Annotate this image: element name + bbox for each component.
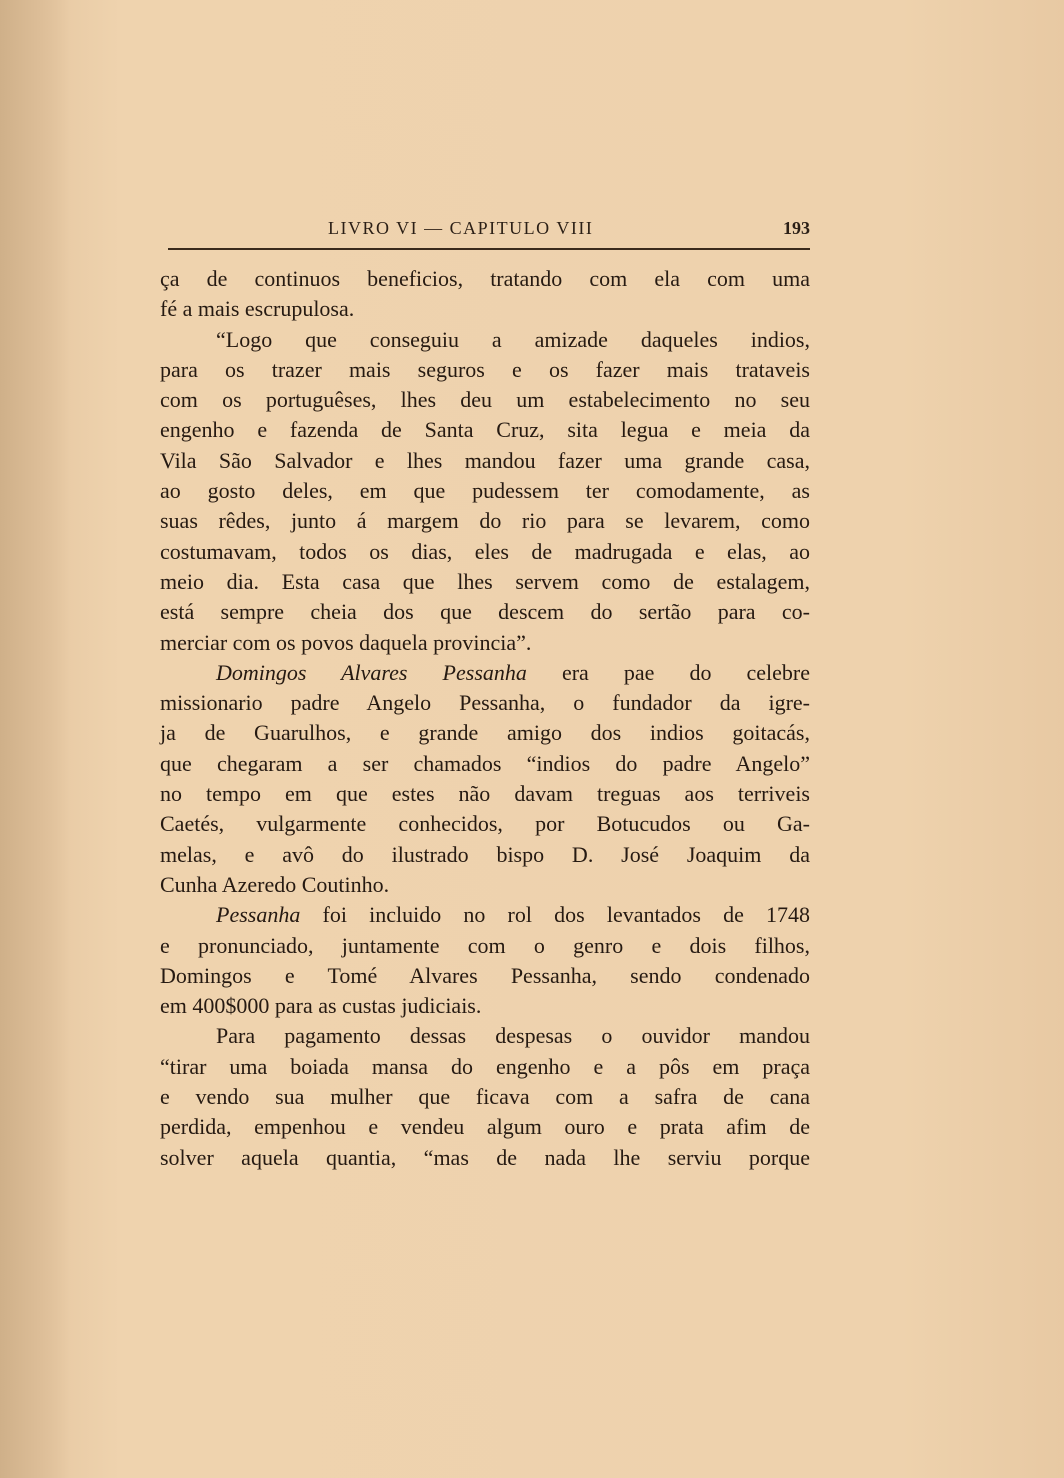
text-line: “tirar uma boiada mansa do engenho e a pôs em praça (160, 1053, 810, 1079)
text-line: fé a mais escrupulosa. (160, 296, 355, 322)
person-name: Pessanha (216, 902, 301, 928)
text-line: ça de continuos beneficios, tratando com ela com uma (160, 266, 810, 291)
text-line: costumavam, todos os dias, eles de madrugada e elas, ao (160, 538, 810, 564)
running-header (168, 214, 810, 250)
text-line: Para pagamento dessas despesas o ouvidor mandou (216, 1023, 810, 1049)
text-fragment: foi incluido no rol dos levantados de 1748 (300, 902, 810, 928)
text-line (160, 658, 810, 688)
running-title: LIVRO VI — CAPITULO VIII (328, 218, 594, 238)
text-line: com os portuguêses, lhes deu um estabelecimento no seu (160, 387, 810, 413)
text-line: meio dia. Esta casa que lhes servem como de estalagem, (160, 568, 810, 594)
text-line: Cunha Azeredo Coutinho. (160, 871, 390, 897)
text-line: Domingos e Tomé Alvares Pessanha, sendo condenado (160, 962, 810, 988)
text-line: e pronunciado, juntamente com o genro e dois filhos, (160, 932, 810, 958)
text-line: ao gosto deles, em que pudessem ter comodamente, as (160, 478, 810, 504)
body-text (160, 264, 810, 1173)
person-name: Domingos Alvares Pessanha (216, 659, 527, 685)
text-line: solver aquela quantia, “mas de nada lhe serviu porque (160, 1144, 810, 1170)
text-line: melas, e avô do ilustrado bispo D. José Joaquim da (160, 841, 810, 867)
text-line: que chegaram a ser chamados “indios do padre Angelo” (160, 750, 810, 776)
text-line (160, 900, 810, 930)
text-line: missionario padre Angelo Pessanha, o fundador da igre- (160, 690, 810, 716)
text-line: merciar com os povos daquela provincia”. (160, 629, 532, 655)
page-number: 193 (783, 218, 810, 238)
text-line: está sempre cheia dos que descem do sertão para co- (160, 599, 810, 625)
text-line: suas rêdes, junto á margem do rio para se levarem, como (160, 508, 810, 534)
text-line: ja de Guarulhos, e grande amigo dos indios goitacás, (160, 720, 810, 746)
text-line: em 400$000 para as custas judiciais. (160, 993, 482, 1019)
text-line: e vendo sua mulher que ficava com a safra de cana (160, 1084, 810, 1110)
text-line: “Logo que conseguiu a amizade daqueles indios, (216, 326, 810, 352)
text-line: Caetés, vulgarmente conhecidos, por Botucudos ou Ga- (160, 811, 810, 837)
page-gutter-shadow (0, 0, 70, 1478)
text-fragment: era pae do celebre (526, 659, 811, 685)
text-line: no tempo em que estes não davam treguas aos terriveis (160, 781, 810, 807)
text-line: Vila São Salvador e lhes mandou fazer uma grande casa, (160, 447, 810, 473)
text-line: perdida, empenhou e vendeu algum ouro e prata afim de (160, 1114, 810, 1140)
text-line: engenho e fazenda de Santa Cruz, sita legua e meia da (160, 417, 810, 443)
text-line: para os trazer mais seguros e os fazer mais trataveis (160, 356, 810, 382)
